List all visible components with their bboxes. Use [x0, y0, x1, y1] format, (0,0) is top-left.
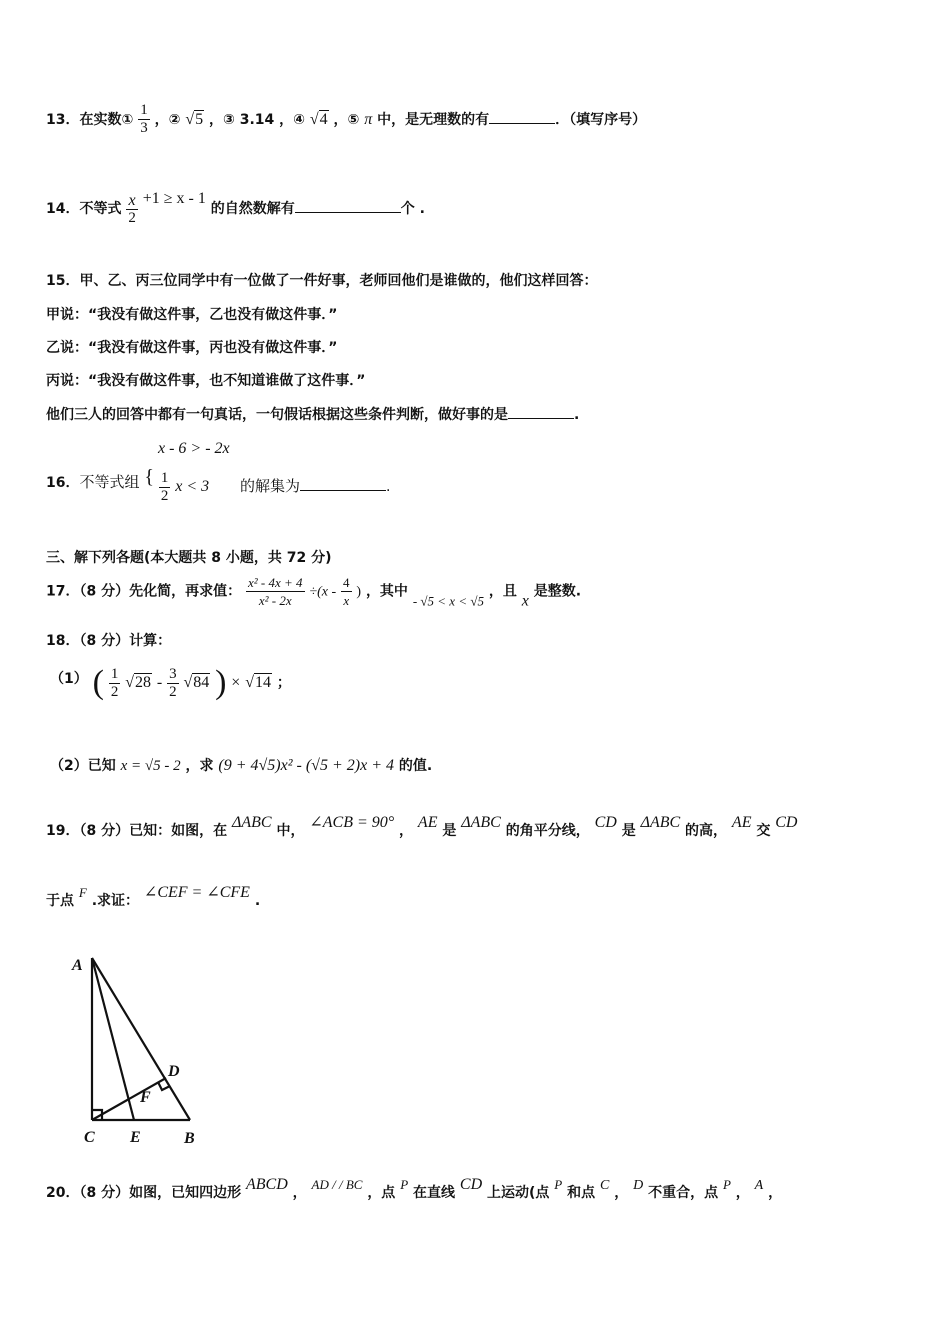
q15-end: . — [574, 407, 580, 423]
q20-text: 不重合，点 — [648, 1185, 719, 1201]
q20-text: ， — [768, 1185, 783, 1201]
frac-den: 2 — [160, 487, 169, 504]
triangle-figure — [70, 950, 230, 1150]
q18-text: ，求 — [185, 758, 214, 774]
q20-text: 和点 — [567, 1185, 596, 1201]
q16-text: 不等式组 — [79, 473, 140, 491]
segment-cd: CD — [594, 814, 617, 831]
sqrt-4: √4 — [309, 111, 328, 128]
q19-text: ， — [399, 823, 414, 839]
fraction-one-third — [138, 102, 150, 137]
segment-cd: CD — [775, 814, 798, 831]
point-p: P — [554, 1177, 563, 1192]
frac-num: x² - 4x + 4 — [247, 575, 303, 590]
q19-text: 19．（8 分）已知：如图，在 — [46, 823, 228, 839]
frac-den: x — [343, 593, 350, 608]
q20-text: ， — [735, 1185, 750, 1201]
q15-intro: 15．甲、乙、丙三位同学中有一位做了一件好事，老师回他们是谁做的，他们这样回答： — [46, 273, 598, 289]
point-c: C — [599, 1178, 610, 1193]
q19-text: 的角平分线， — [505, 823, 590, 839]
q14-text: 的自然数解有 — [210, 201, 295, 217]
q14-end: 个 . — [400, 201, 425, 217]
q16-ineq1 — [158, 440, 230, 458]
label-a: A — [72, 957, 83, 974]
fraction-one-half — [109, 666, 121, 701]
frac-den: x² - 2x — [258, 593, 292, 608]
q17-text: ，其中 — [365, 583, 408, 600]
fraction-one-half — [159, 470, 171, 505]
q13-sep: ，④ — [279, 112, 305, 128]
frac-num: 3 — [169, 665, 177, 682]
answer-blank — [300, 476, 386, 491]
given-expr: x = √5 - 2 — [120, 758, 181, 774]
prove-statement: ∠CEF = ∠CFE — [143, 884, 250, 901]
frac-num: 1 — [140, 102, 148, 118]
frac-den: 2 — [110, 683, 119, 700]
pi-symbol: π — [364, 111, 373, 128]
q20-text: ，点 — [367, 1185, 396, 1201]
part-end: 的值. — [398, 758, 433, 774]
q13-sep: ，② — [154, 112, 181, 128]
part-end: ； — [276, 675, 291, 691]
radicand: 28 — [134, 674, 151, 691]
sqrt-5: √5 — [185, 111, 204, 128]
frac-den: 2 — [169, 683, 177, 700]
point-p: P — [722, 1177, 731, 1192]
q20-text: 20．（8 分）如图，已知四边形 — [46, 1185, 242, 1201]
answer-blank — [489, 109, 555, 124]
label-c: C — [84, 1129, 95, 1146]
question-13 — [46, 102, 646, 137]
line-cd: CD — [459, 1176, 483, 1193]
triangle-abc: ΔABC — [640, 814, 681, 831]
bisector-ae — [92, 958, 134, 1120]
radicand: 4 — [319, 111, 328, 128]
q19-line1 — [46, 812, 797, 840]
label-b: B — [184, 1130, 195, 1147]
value-3-14: 3.14 — [239, 112, 275, 128]
variable-x: x — [521, 592, 529, 610]
frac-num: 1 — [160, 469, 169, 486]
segment-ae: AE — [731, 814, 752, 831]
q18-part2 — [50, 755, 432, 775]
angle-acb: ∠ACB = 90° — [309, 814, 395, 831]
label-e: E — [130, 1129, 141, 1146]
segment-ae: AE — [417, 814, 438, 831]
left-paren: ( — [92, 664, 104, 701]
q17-text: ，且 — [488, 583, 517, 600]
answer-blank — [508, 404, 574, 419]
point-f: F — [78, 885, 87, 900]
frac-den: 2 — [128, 209, 136, 226]
inequality-1: x - 6 > - 2x — [158, 440, 230, 457]
minus-sign: - — [156, 674, 163, 691]
question-14 — [46, 190, 425, 227]
q14-label: 14．不等式 — [46, 201, 122, 217]
sqrt-28: √28 — [125, 674, 151, 691]
parallel-ad-bc: AD / / BC — [311, 1177, 363, 1192]
q15-conclusion — [46, 404, 579, 424]
q20-text: ， — [614, 1185, 629, 1201]
label-f: F — [140, 1089, 151, 1106]
q15-yi: 乙说：“我没有做这件事，丙也没有做这件事．” — [46, 340, 338, 356]
q19-text: 交 — [756, 823, 771, 839]
q18-part1 — [50, 664, 291, 702]
q16-end: . — [386, 479, 391, 495]
q13-label: 13．在实数① — [46, 112, 134, 128]
question-16 — [46, 466, 390, 505]
triangle-abc: ΔABC — [461, 814, 501, 831]
q20-text: 在直线 — [413, 1185, 456, 1201]
q13-text: 中，是无理数的有 — [377, 112, 490, 128]
section-3-title: 三、解下列各题(本大题共 8 小题，共 72 分) — [46, 550, 332, 566]
question-17 — [46, 574, 581, 611]
q13-end: ．（填写序号） — [555, 112, 647, 128]
radicand: 84 — [193, 674, 210, 691]
quadrilateral-abcd: ABCD — [245, 1176, 288, 1193]
q19-text: 中， — [276, 823, 305, 839]
question-20 — [46, 1176, 782, 1202]
q19-text: 的高， — [685, 823, 728, 839]
q15-jia: 甲说：“我没有做这件事，乙也没有做这件事．” — [46, 307, 338, 323]
sqrt-84: √84 — [183, 674, 210, 691]
evaluate-expr: (9 + 4√5)x² - (√5 + 2)x + 4 — [218, 757, 394, 774]
q15-text: 他们三人的回答中都有一句真话，一句假话根据这些条件判断，做好事的是 — [46, 407, 508, 423]
inequality-2: x < 3 — [175, 478, 210, 495]
fraction-main — [246, 574, 305, 609]
frac-num: x — [126, 192, 138, 210]
q19-text: 是 — [442, 823, 457, 839]
point-p: P — [400, 1177, 409, 1192]
q18-head: 18．（8 分）计算： — [46, 633, 172, 649]
division-expr: ÷(x - — [309, 584, 337, 600]
q19-line2 — [46, 882, 260, 910]
fraction-three-halves — [167, 666, 179, 701]
q16-label: 16． — [46, 475, 80, 491]
right-paren: ) — [215, 664, 227, 701]
frac-den: 3 — [140, 120, 148, 136]
q19-text: 是 — [621, 823, 636, 839]
brace: { — [144, 466, 154, 488]
fraction-4-over-x — [341, 574, 352, 609]
condition-expr: - √5 < x < √5 — [412, 593, 484, 609]
radicand: 14 — [254, 674, 271, 691]
q13-sep: ，⑤ — [333, 112, 360, 128]
answer-blank — [295, 198, 401, 213]
triangle-abc: ΔABC — [231, 814, 272, 831]
q16-text: 的解集为 — [240, 477, 301, 495]
point-a: A — [754, 1178, 764, 1193]
point-d: D — [633, 1178, 644, 1193]
q20-text: 上运动(点 — [487, 1185, 550, 1201]
q15-bing: 丙说：“我没有做这件事，也不知道谁做了这件事．” — [46, 373, 366, 389]
inequality-expr: +1 ≥ x - 1 — [142, 190, 206, 207]
part-label: （1） — [50, 671, 88, 687]
fraction-x-over-2 — [126, 192, 138, 227]
part-label: （2）已知 — [50, 758, 116, 774]
q19-end: . — [254, 893, 261, 909]
q17-label: 17．（8 分）先化简，再求值： — [46, 583, 242, 600]
q17-end: 是整数. — [533, 583, 582, 600]
times-sign: × — [231, 674, 241, 691]
q20-text: ， — [292, 1185, 307, 1201]
label-d: D — [168, 1063, 180, 1080]
frac-num: 1 — [110, 665, 119, 682]
q19-text: 于点 — [46, 893, 74, 909]
q19-text: .求证： — [91, 893, 140, 909]
close-paren: ) — [356, 584, 362, 600]
sqrt-14: √14 — [245, 674, 271, 691]
frac-num: 4 — [343, 575, 350, 590]
q13-sep: ，③ — [208, 112, 235, 128]
radicand: 5 — [195, 111, 204, 128]
